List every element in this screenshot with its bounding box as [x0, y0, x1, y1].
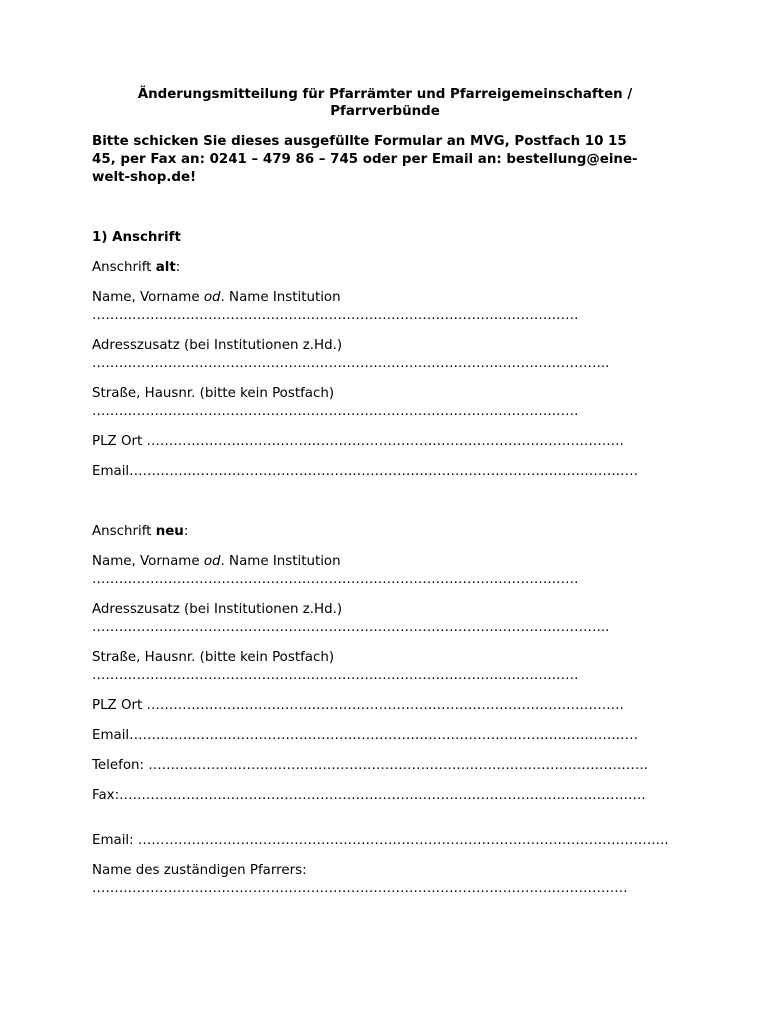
instruction-line-2: 45, per Fax an: 0241 – 479 86 – 745 oder per Email an: bestellung@eine-: [92, 152, 638, 167]
pastor-label: Name des zuständigen Pfarrers:: [92, 863, 307, 878]
old-address-heading: [92, 259, 180, 276]
old-address-heading-suffix: :: [175, 260, 181, 275]
new-addr-field[interactable]: ……………………………………………………………………………………………………..: [92, 620, 610, 635]
old-name-field[interactable]: ……………………………………………………………………………………………….: [92, 308, 579, 323]
new-street-label: Straße, Hausnr. (bitte kein Postfach): [92, 650, 335, 665]
new-addr-label: Adresszusatz (bei Institutionen z.Hd.): [92, 602, 343, 617]
new-name-label-post: . Name Institution: [220, 554, 341, 569]
new-address-heading: [92, 523, 188, 540]
section-heading-anschrift: 1) Anschrift: [92, 230, 181, 245]
old-address-heading-bold: alt: [155, 260, 176, 275]
instruction-line-1: Bitte schicken Sie dieses ausgefüllte Formular an MVG, Postfach 10 15: [92, 134, 627, 149]
new-address-heading-prefix: Anschrift: [92, 524, 156, 539]
form-title-line-1: Änderungsmitteilung für Pfarrämter und Pfarreigemeinschaften /: [137, 87, 633, 102]
old-address-heading-prefix: Anschrift: [92, 260, 156, 275]
new-phone-field[interactable]: Telefon: ………………………………………………………………………………………………….: [92, 758, 648, 773]
old-plz-field[interactable]: PLZ Ort ……………………………………………………………………………………………..: [92, 434, 624, 449]
old-addr-label: Adresszusatz (bei Institutionen z.Hd.): [92, 338, 343, 353]
new-email2-field[interactable]: Email: ………………………………………………………………………………………………………..: [92, 833, 669, 848]
old-addr-field[interactable]: ……………………………………………………………………………………………………..: [92, 356, 610, 371]
new-name-label-em: od: [203, 554, 221, 569]
new-plz-field[interactable]: PLZ Ort ……………………………………………………………………………………………..: [92, 698, 624, 713]
new-name-field[interactable]: ……………………………………………………………………………………………….: [92, 572, 579, 587]
instruction-line-3: welt-shop.de!: [92, 170, 197, 185]
new-name-label-pre: Name, Vorname: [92, 554, 204, 569]
pastor-field[interactable]: …………………………………………………………………………………………………………: [92, 881, 628, 896]
old-name-label-em: od: [203, 290, 221, 305]
old-street-label: Straße, Hausnr. (bitte kein Postfach): [92, 386, 335, 401]
new-fax-field[interactable]: Fax:……………………………………………………………………………………………………….: [92, 788, 646, 803]
old-email-field[interactable]: Email……………………………………………………………………………………………………: [92, 464, 638, 479]
new-street-field[interactable]: ……………………………………………………………………………………………….: [92, 668, 579, 683]
old-street-field[interactable]: ……………………………………………………………………………………………….: [92, 404, 579, 419]
old-name-label-pre: Name, Vorname: [92, 290, 204, 305]
form-title-line-2: Pfarrverbünde: [330, 104, 440, 119]
new-address-heading-bold: neu: [155, 524, 184, 539]
old-name-label: [92, 289, 341, 306]
new-email-field[interactable]: Email……………………………………………………………………………………………………: [92, 728, 638, 743]
new-address-heading-suffix: :: [183, 524, 189, 539]
new-name-label: [92, 553, 341, 570]
old-name-label-post: . Name Institution: [220, 290, 341, 305]
